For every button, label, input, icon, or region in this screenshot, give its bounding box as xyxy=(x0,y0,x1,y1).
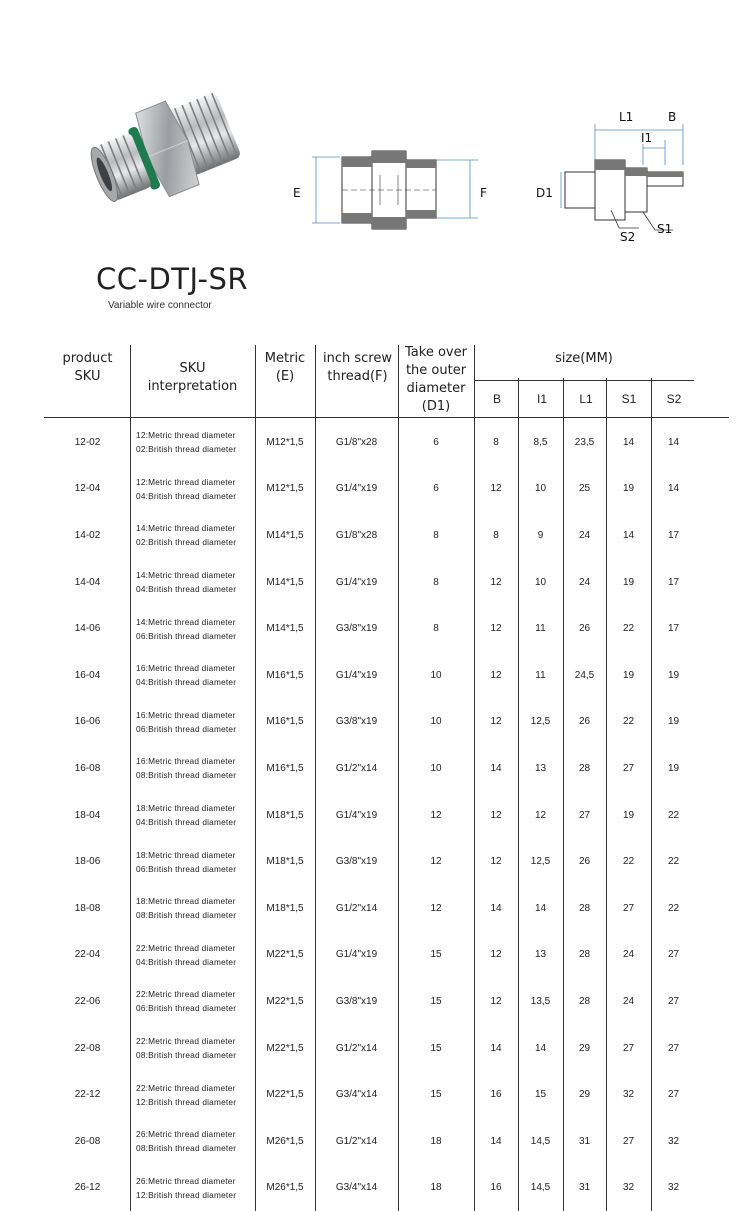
table-row xyxy=(0,1165,750,1211)
cell-l1: 26 xyxy=(578,716,591,728)
cell-s2: 19 xyxy=(667,716,680,728)
product-header xyxy=(0,0,750,330)
cell-metric: M22*1,5 xyxy=(266,1089,304,1101)
label-s2: S2 xyxy=(620,230,636,244)
cell-outer-diameter: 18 xyxy=(430,1182,442,1194)
header-metric: Metric (E) xyxy=(264,351,306,384)
cell-l1: 26 xyxy=(578,623,591,635)
cell-metric: M16*1,5 xyxy=(266,716,304,728)
cell-sku-interpretation xyxy=(136,1025,236,1072)
cell-outer-diameter: 6 xyxy=(433,483,439,495)
cell-inch-thread: G1/4"x19 xyxy=(335,576,378,588)
cell-i1: 13 xyxy=(534,949,547,961)
interpretation-line: 04:British thread diameter xyxy=(136,817,237,828)
table-row xyxy=(0,1025,750,1072)
interpretation-line: 08:British thread diameter xyxy=(136,1050,237,1061)
cell-s1: 24 xyxy=(622,995,635,1007)
cell-s1: 22 xyxy=(622,856,635,868)
cell-product-sku: 22-12 xyxy=(74,1089,101,1101)
cell-product-sku: 16-04 xyxy=(74,669,101,681)
cell-b: 12 xyxy=(490,949,502,961)
cell-metric: M18*1,5 xyxy=(266,902,304,914)
header-l1: L1 xyxy=(579,392,593,406)
cell-b: 12 xyxy=(490,669,502,681)
interpretation-line: 14:Metric thread diameter xyxy=(136,523,236,534)
table-row xyxy=(0,559,750,606)
cell-s2: 27 xyxy=(667,995,680,1007)
cell-s2: 27 xyxy=(667,949,680,961)
cell-sku-interpretation xyxy=(136,419,236,466)
interpretation-line: 14:Metric thread diameter xyxy=(136,616,236,627)
cell-i1: 11 xyxy=(535,623,546,635)
cell-sku-interpretation xyxy=(136,1071,236,1118)
label-e: E xyxy=(293,186,301,200)
cell-outer-diameter: 15 xyxy=(430,949,442,961)
header-b: B xyxy=(492,392,501,406)
table-row xyxy=(0,652,750,699)
cell-l1: 28 xyxy=(578,902,591,914)
header-outer-diameter: Take over the outer diameter (D1) xyxy=(405,345,467,414)
cell-product-sku: 14-02 xyxy=(74,529,101,541)
table-row xyxy=(0,605,750,652)
interpretation-line: 12:British thread diameter xyxy=(136,1096,237,1107)
cell-sku-interpretation xyxy=(136,978,236,1025)
cell-l1: 25 xyxy=(578,483,591,495)
cell-product-sku: 22-08 xyxy=(74,1042,101,1054)
header-product-sku: product SKU xyxy=(62,351,113,384)
cell-b: 12 xyxy=(490,576,502,588)
interpretation-line: 08:British thread diameter xyxy=(136,910,237,921)
cell-l1: 27 xyxy=(578,809,591,821)
cell-product-sku: 16-08 xyxy=(74,762,101,774)
cell-inch-thread: G1/4"x19 xyxy=(335,949,378,961)
cell-inch-thread: G3/8"x19 xyxy=(335,623,378,635)
table-row xyxy=(0,419,750,466)
cell-sku-interpretation xyxy=(136,652,236,699)
cell-outer-diameter: 8 xyxy=(433,576,439,588)
cell-metric: M14*1,5 xyxy=(266,576,304,588)
cell-i1: 12,5 xyxy=(530,716,551,728)
cell-inch-thread: G3/8"x19 xyxy=(335,856,378,868)
interpretation-line: 06:British thread diameter xyxy=(136,630,237,641)
cell-b: 12 xyxy=(490,483,502,495)
cell-s1: 19 xyxy=(622,809,635,821)
cell-inch-thread: G1/4"x19 xyxy=(335,483,378,495)
table-row xyxy=(0,792,750,839)
interpretation-line: 08:British thread diameter xyxy=(136,770,237,781)
cell-b: 16 xyxy=(490,1089,502,1101)
cell-product-sku: 26-12 xyxy=(74,1182,101,1194)
cell-sku-interpretation xyxy=(136,605,236,652)
cell-s2: 27 xyxy=(667,1089,680,1101)
cell-i1: 14 xyxy=(534,902,547,914)
header-inch-thread: inch screw thread(F) xyxy=(323,351,392,384)
cell-b: 12 xyxy=(490,716,502,728)
table-row xyxy=(0,1071,750,1118)
cell-inch-thread: G1/2"x14 xyxy=(335,1042,378,1054)
header-s2: S2 xyxy=(666,392,682,406)
cell-i1: 9 xyxy=(537,529,544,541)
header-i1: I1 xyxy=(536,392,547,406)
cell-s2: 32 xyxy=(667,1135,680,1147)
product-title: CC-DTJ-SR xyxy=(96,262,249,296)
cell-inch-thread: G1/4"x19 xyxy=(335,809,378,821)
section-drawing xyxy=(300,145,490,235)
cell-inch-thread: G1/8"x28 xyxy=(335,436,378,448)
cell-product-sku: 18-04 xyxy=(74,809,101,821)
cell-outer-diameter: 12 xyxy=(430,809,442,821)
label-b: B xyxy=(668,110,677,124)
cell-l1: 28 xyxy=(578,949,591,961)
cell-inch-thread: G1/2"x14 xyxy=(335,1135,378,1147)
cell-s1: 27 xyxy=(622,1135,635,1147)
interpretation-line: 26:Metric thread diameter xyxy=(136,1129,236,1140)
cell-sku-interpretation xyxy=(136,1165,236,1211)
cell-s1: 32 xyxy=(622,1089,635,1101)
cell-l1: 23,5 xyxy=(574,436,595,448)
cell-i1: 10 xyxy=(534,576,547,588)
header-rule xyxy=(44,417,729,418)
interpretation-line: 12:Metric thread diameter xyxy=(136,430,236,441)
interpretation-line: 16:Metric thread diameter xyxy=(136,709,236,720)
interpretation-line: 04:British thread diameter xyxy=(136,677,237,688)
cell-metric: M12*1,5 xyxy=(266,436,304,448)
cell-inch-thread: G3/8"x19 xyxy=(335,995,378,1007)
cell-metric: M14*1,5 xyxy=(266,623,304,635)
cell-s2: 19 xyxy=(667,669,680,681)
cell-sku-interpretation xyxy=(136,512,236,559)
cell-b: 12 xyxy=(490,809,502,821)
cell-s2: 32 xyxy=(667,1182,680,1194)
interpretation-line: 16:Metric thread diameter xyxy=(136,663,236,674)
cell-metric: M26*1,5 xyxy=(266,1135,304,1147)
product-subtitle: Variable wire connector xyxy=(108,300,212,311)
label-s1: S1 xyxy=(657,222,673,236)
cell-sku-interpretation xyxy=(136,838,236,885)
interpretation-line: 22:Metric thread diameter xyxy=(136,1082,236,1093)
cell-s2: 22 xyxy=(667,902,680,914)
cell-inch-thread: G3/8"x19 xyxy=(335,716,378,728)
cell-s1: 32 xyxy=(622,1182,635,1194)
label-l1: L1 xyxy=(619,110,634,124)
cell-l1: 24 xyxy=(578,576,591,588)
cell-i1: 15 xyxy=(534,1089,547,1101)
label-f: F xyxy=(480,186,487,200)
table-row xyxy=(0,512,750,559)
cell-s1: 19 xyxy=(622,483,635,495)
table-row xyxy=(0,978,750,1025)
cell-s1: 22 xyxy=(622,623,635,635)
cell-i1: 10 xyxy=(534,483,547,495)
interpretation-line: 06:British thread diameter xyxy=(136,723,237,734)
cell-outer-diameter: 6 xyxy=(433,436,439,448)
cell-s1: 27 xyxy=(622,1042,635,1054)
cell-l1: 26 xyxy=(578,856,591,868)
cell-s2: 17 xyxy=(667,623,680,635)
cell-outer-diameter: 15 xyxy=(430,1042,442,1054)
header-sku-interpretation: SKU interpretation xyxy=(147,361,238,394)
cell-i1: 8,5 xyxy=(533,436,548,448)
cell-s1: 14 xyxy=(622,436,635,448)
interpretation-line: 08:British thread diameter xyxy=(136,1143,237,1154)
cell-inch-thread: G1/2"x14 xyxy=(335,762,378,774)
cell-s2: 22 xyxy=(667,809,680,821)
cell-metric: M16*1,5 xyxy=(266,762,304,774)
cell-i1: 13,5 xyxy=(530,995,551,1007)
cell-l1: 31 xyxy=(578,1182,591,1194)
cell-l1: 24 xyxy=(578,529,591,541)
cell-inch-thread: G1/8"x28 xyxy=(335,529,378,541)
cell-i1: 12,5 xyxy=(530,856,551,868)
cell-b: 12 xyxy=(490,995,502,1007)
cell-product-sku: 22-04 xyxy=(74,949,101,961)
cell-metric: M22*1,5 xyxy=(266,995,304,1007)
fitting-photo xyxy=(90,85,250,215)
cell-metric: M12*1,5 xyxy=(266,483,304,495)
interpretation-line: 22:Metric thread diameter xyxy=(136,989,236,1000)
cell-s2: 19 xyxy=(667,762,680,774)
cell-i1: 14,5 xyxy=(530,1182,551,1194)
cell-i1: 14,5 xyxy=(530,1135,551,1147)
cell-s1: 27 xyxy=(622,762,635,774)
cell-outer-diameter: 8 xyxy=(433,529,439,541)
cell-s2: 17 xyxy=(667,529,680,541)
cell-product-sku: 18-08 xyxy=(74,902,101,914)
interpretation-line: 18:Metric thread diameter xyxy=(136,896,236,907)
cell-metric: M18*1,5 xyxy=(266,856,304,868)
cell-outer-diameter: 10 xyxy=(430,762,442,774)
size-rule xyxy=(474,380,694,381)
cell-inch-thread: G1/2"x14 xyxy=(335,902,378,914)
cell-b: 16 xyxy=(490,1182,502,1194)
cell-i1: 12 xyxy=(534,809,547,821)
cell-l1: 28 xyxy=(578,995,591,1007)
cell-product-sku: 12-02 xyxy=(74,436,101,448)
cell-sku-interpretation xyxy=(136,745,236,792)
cell-l1: 24,5 xyxy=(574,669,595,681)
cell-outer-diameter: 12 xyxy=(430,902,442,914)
interpretation-line: 04:British thread diameter xyxy=(136,584,237,595)
interpretation-line: 04:British thread diameter xyxy=(136,956,237,967)
table-row xyxy=(0,885,750,932)
cell-b: 14 xyxy=(490,762,502,774)
table-row xyxy=(0,745,750,792)
cell-s2: 22 xyxy=(667,856,680,868)
cell-outer-diameter: 10 xyxy=(430,669,442,681)
cell-b: 14 xyxy=(490,1135,502,1147)
cell-inch-thread: G3/4"x14 xyxy=(335,1089,378,1101)
cell-s1: 22 xyxy=(622,716,635,728)
cell-s1: 19 xyxy=(622,576,635,588)
cell-s2: 14 xyxy=(667,483,680,495)
interpretation-line: 02:British thread diameter xyxy=(136,537,237,548)
cell-s1: 24 xyxy=(622,949,635,961)
cell-s1: 14 xyxy=(622,529,635,541)
cell-product-sku: 12-04 xyxy=(74,483,101,495)
cell-sku-interpretation xyxy=(136,932,236,979)
interpretation-line: 02:British thread diameter xyxy=(136,444,237,455)
cell-b: 12 xyxy=(490,856,502,868)
table-row xyxy=(0,699,750,746)
cell-i1: 13 xyxy=(534,762,547,774)
interpretation-line: 18:Metric thread diameter xyxy=(136,849,236,860)
cell-b: 8 xyxy=(493,529,499,541)
cell-outer-diameter: 12 xyxy=(430,856,442,868)
cell-product-sku: 16-06 xyxy=(74,716,101,728)
cell-sku-interpretation xyxy=(136,466,236,513)
cell-l1: 29 xyxy=(578,1089,591,1101)
cell-outer-diameter: 8 xyxy=(433,623,439,635)
label-d1: D1 xyxy=(536,186,553,200)
cell-outer-diameter: 18 xyxy=(430,1135,442,1147)
label-i1: I1 xyxy=(641,131,653,145)
table-row xyxy=(0,932,750,979)
cell-sku-interpretation xyxy=(136,699,236,746)
cell-l1: 31 xyxy=(578,1135,591,1147)
interpretation-line: 04:British thread diameter xyxy=(136,490,237,501)
cell-metric: M16*1,5 xyxy=(266,669,304,681)
interpretation-line: 16:Metric thread diameter xyxy=(136,756,236,767)
interpretation-line: 12:British thread diameter xyxy=(136,1189,237,1200)
interpretation-line: 22:Metric thread diameter xyxy=(136,942,236,953)
cell-metric: M18*1,5 xyxy=(266,809,304,821)
cell-l1: 28 xyxy=(578,762,591,774)
interpretation-line: 06:British thread diameter xyxy=(136,1003,237,1014)
cell-product-sku: 26-08 xyxy=(74,1135,101,1147)
cell-b: 14 xyxy=(490,1042,502,1054)
cell-s2: 17 xyxy=(667,576,680,588)
interpretation-line: 18:Metric thread diameter xyxy=(136,803,236,814)
cell-metric: M22*1,5 xyxy=(266,949,304,961)
interpretation-line: 22:Metric thread diameter xyxy=(136,1036,236,1047)
cell-inch-thread: G3/4"x14 xyxy=(335,1182,378,1194)
cell-outer-diameter: 15 xyxy=(430,995,442,1007)
cell-product-sku: 22-06 xyxy=(74,995,101,1007)
cell-outer-diameter: 15 xyxy=(430,1089,442,1101)
cell-metric: M22*1,5 xyxy=(266,1042,304,1054)
cell-l1: 29 xyxy=(578,1042,591,1054)
cell-b: 14 xyxy=(490,902,502,914)
cell-outer-diameter: 10 xyxy=(430,716,442,728)
table-row xyxy=(0,1118,750,1165)
cell-s2: 27 xyxy=(667,1042,680,1054)
cell-s1: 19 xyxy=(622,669,635,681)
cell-metric: M14*1,5 xyxy=(266,529,304,541)
cell-sku-interpretation xyxy=(136,559,236,606)
cell-s2: 14 xyxy=(667,436,680,448)
cell-b: 12 xyxy=(490,623,502,635)
table-row xyxy=(0,838,750,885)
cell-sku-interpretation xyxy=(136,792,236,839)
interpretation-line: 26:Metric thread diameter xyxy=(136,1175,236,1186)
header-s1: S1 xyxy=(621,392,637,406)
header-size: size(MM) xyxy=(555,351,613,366)
cell-s1: 27 xyxy=(622,902,635,914)
cell-sku-interpretation xyxy=(136,1118,236,1165)
dimension-drawing xyxy=(555,120,705,245)
table-row xyxy=(0,466,750,513)
cell-i1: 11 xyxy=(535,669,546,681)
cell-metric: M26*1,5 xyxy=(266,1182,304,1194)
cell-product-sku: 14-06 xyxy=(74,623,101,635)
cell-product-sku: 14-04 xyxy=(74,576,101,588)
cell-inch-thread: G1/4"x19 xyxy=(335,669,378,681)
cell-b: 8 xyxy=(493,436,499,448)
interpretation-line: 14:Metric thread diameter xyxy=(136,570,236,581)
interpretation-line: 06:British thread diameter xyxy=(136,863,237,874)
interpretation-line: 12:Metric thread diameter xyxy=(136,476,236,487)
cell-product-sku: 18-06 xyxy=(74,856,101,868)
cell-sku-interpretation xyxy=(136,885,236,932)
cell-i1: 14 xyxy=(534,1042,547,1054)
